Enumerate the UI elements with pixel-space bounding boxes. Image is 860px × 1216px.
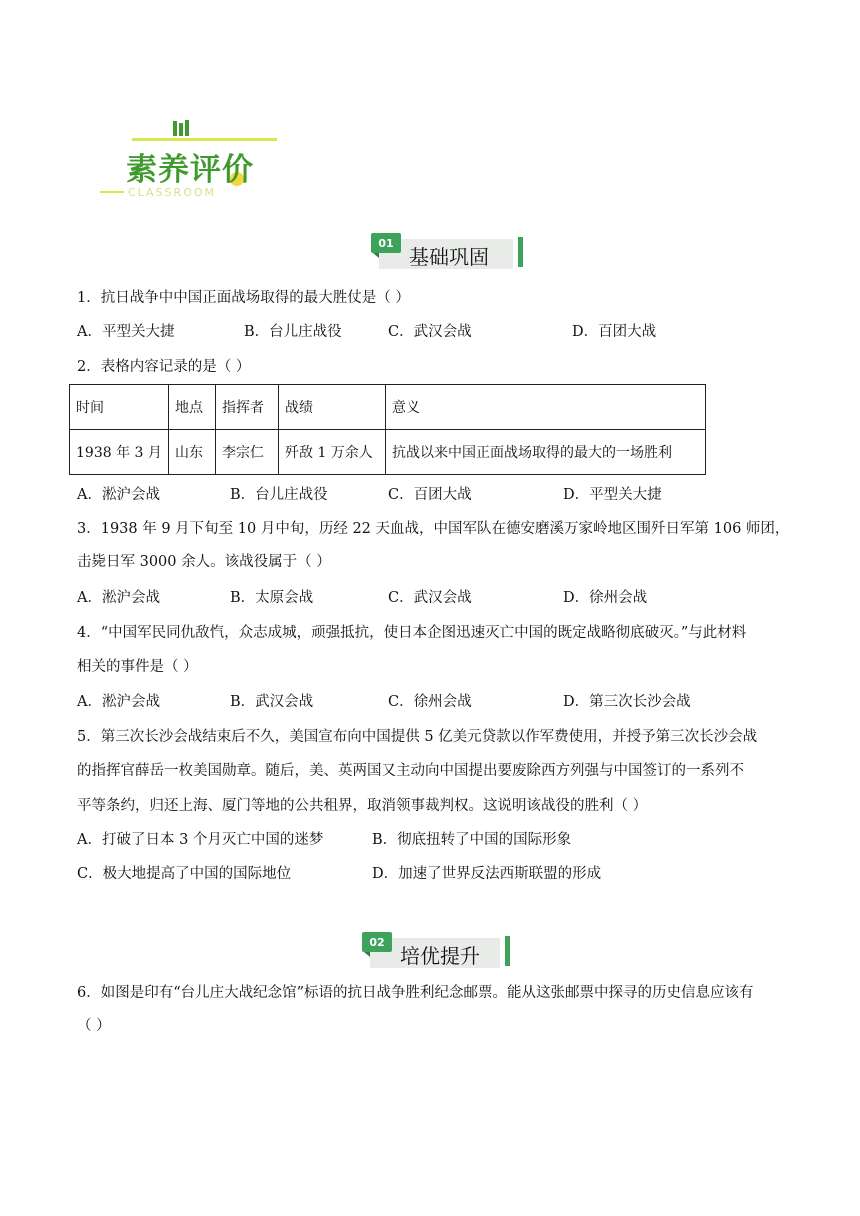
q1-option-c: C．武汉会战 [388, 324, 472, 340]
q3-option-b: B．太原会战 [230, 590, 314, 606]
section-accent-bar [505, 936, 510, 966]
q4-option-a: A．淞沪会战 [77, 694, 160, 710]
question-5-stem-line1: 5．第三次长沙会战结束后不久，美国宣布向中国提供 5 亿美元贷款以作军费使用，并授予第三次长沙会战 [77, 729, 758, 745]
section-logo [92, 118, 282, 208]
question-3-stem-line2: 击毙日军 3000 余人。该战役属于（ ） [77, 554, 331, 570]
question-2-stem: 2．表格内容记录的是（ ） [77, 359, 251, 375]
table-cell: 歼敌 1 万余人 [279, 430, 386, 475]
q2-option-d: D．平型关大捷 [563, 487, 662, 503]
q5-option-c: C．极大地提高了中国的国际地位 [77, 866, 292, 882]
section-accent-bar [518, 237, 523, 267]
question-4-stem-line1: 4．“中国军民同仇敌忾，众志成城，顽强抵抗，使日本企图迅速灭亡中国的既定战略彻底破灭。”与此材料 [77, 625, 747, 641]
books-icon [172, 120, 192, 136]
q3-option-a: A．淞沪会战 [77, 590, 160, 606]
section-heading-advanced [362, 932, 510, 968]
q4-option-d: D．第三次长沙会战 [563, 694, 691, 710]
logo-subtitle: CLASSROOM [128, 186, 217, 199]
q2-option-b: B．台儿庄战役 [230, 487, 328, 503]
section-number-badge: 02 [362, 932, 392, 952]
logo-sub-line [100, 191, 124, 193]
question-1-stem: 1．抗日战争中中国正面战场取得的最大胜仗是（ ） [77, 290, 410, 306]
table-cell: 李宗仁 [216, 430, 279, 475]
table-cell: 1938 年 3 月 [70, 430, 169, 475]
table-header-cell: 意义 [386, 385, 706, 430]
question-6-stem-line2: （ ） [77, 1018, 111, 1034]
q2-option-a: A．淞沪会战 [77, 487, 160, 503]
q1-option-d: D．百团大战 [572, 324, 657, 340]
q5-option-d: D．加速了世界反法西斯联盟的形成 [372, 866, 602, 882]
question-4-stem-line2: 相关的事件是（ ） [77, 659, 198, 675]
section-number-badge: 01 [371, 233, 401, 253]
table-header-cell: 时间 [70, 385, 169, 430]
logo-title: 素养评价 [126, 152, 254, 188]
table-row [70, 430, 706, 475]
q5-option-b: B．彻底扭转了中国的国际形象 [372, 832, 572, 848]
q4-option-c: C．徐州会战 [388, 694, 472, 710]
q4-option-b: B．武汉会战 [230, 694, 314, 710]
question-5-stem-line2: 的指挥官薛岳一枚美国勋章。随后，美、英两国又主动向中国提出要废除西方列强与中国签订的一系列不 [77, 763, 744, 779]
question-3-stem-line1: 3．1938 年 9 月下旬至 10 月中旬，历经 22 天血战，中国军队在德安磨溪万家岭地区围歼日军第 106 师团， [77, 521, 790, 537]
question-6-stem-line1: 6．如图是印有“台儿庄大战纪念馆”标语的抗日战争胜利纪念邮票。能从这张邮票中探寻的历史信息应该有 [77, 985, 754, 1001]
table-header-row [70, 385, 706, 430]
section-title: 培优提升 [400, 944, 480, 968]
q1-option-a: A．平型关大捷 [77, 324, 175, 340]
q3-option-c: C．武汉会战 [388, 590, 472, 606]
table-header-cell: 地点 [169, 385, 216, 430]
table-header-cell: 指挥者 [216, 385, 279, 430]
table-cell: 抗战以来中国正面战场取得的最大的一场胜利 [386, 430, 706, 475]
q3-option-d: D．徐州会战 [563, 590, 648, 606]
section-title: 基础巩固 [409, 245, 489, 269]
table-header-cell: 战绩 [279, 385, 386, 430]
logo-top-bar [132, 138, 277, 141]
section-heading-basic [371, 233, 523, 269]
table-cell: 山东 [169, 430, 216, 475]
battle-table [69, 384, 706, 475]
q5-option-a: A．打破了日本 3 个月灭亡中国的迷梦 [77, 832, 324, 848]
q1-option-b: B．台儿庄战役 [244, 324, 342, 340]
question-5-stem-line3: 平等条约，归还上海、厦门等地的公共租界，取消领事裁判权。这说明该战役的胜利（ ） [77, 798, 648, 814]
q2-option-c: C．百团大战 [388, 487, 472, 503]
